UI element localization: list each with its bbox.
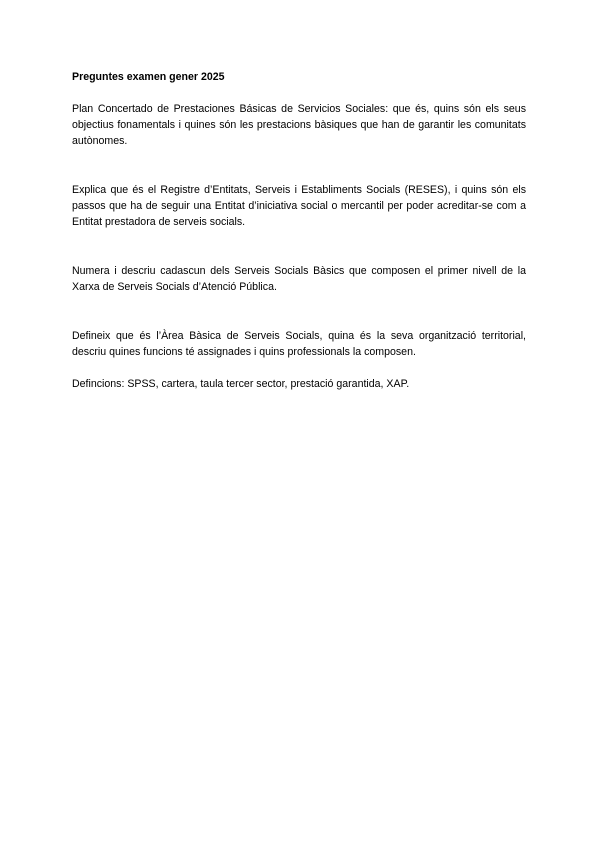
- question-3: Numera i descriu cadascun dels Serveis Socials Bàsics que composen el primer nivell de la Xarxa de Serveis Socials d’Atenció Pública.: [72, 265, 526, 293]
- question-1: Plan Concertado de Prestaciones Básicas de Servicios Sociales: que és, quins són els seus objectius fonamentals i quines són les prestacions bàsiques que han de garantir les comunitats autònomes.: [72, 103, 526, 147]
- question-5: Defincions: SPSS, cartera, taula tercer sector, prestació garantida, XAP.: [72, 378, 410, 390]
- document-content: [72, 71, 526, 392]
- document-title: Preguntes examen gener 2025: [72, 71, 225, 83]
- question-2: Explica que és el Registre d’Entitats, Serveis i Establiments Socials (RESES), i quins són els passos que ha de seguir una Entitat d’iniciativa social o mercantil per poder acreditar-se com a Entitat prestadora de serveis socials.: [72, 184, 526, 228]
- question-4: Defineix que és l’Àrea Bàsica de Serveis Socials, quina és la seva organització territorial, descriu quines funcions té assignades i quins professionals la composen.: [72, 330, 526, 358]
